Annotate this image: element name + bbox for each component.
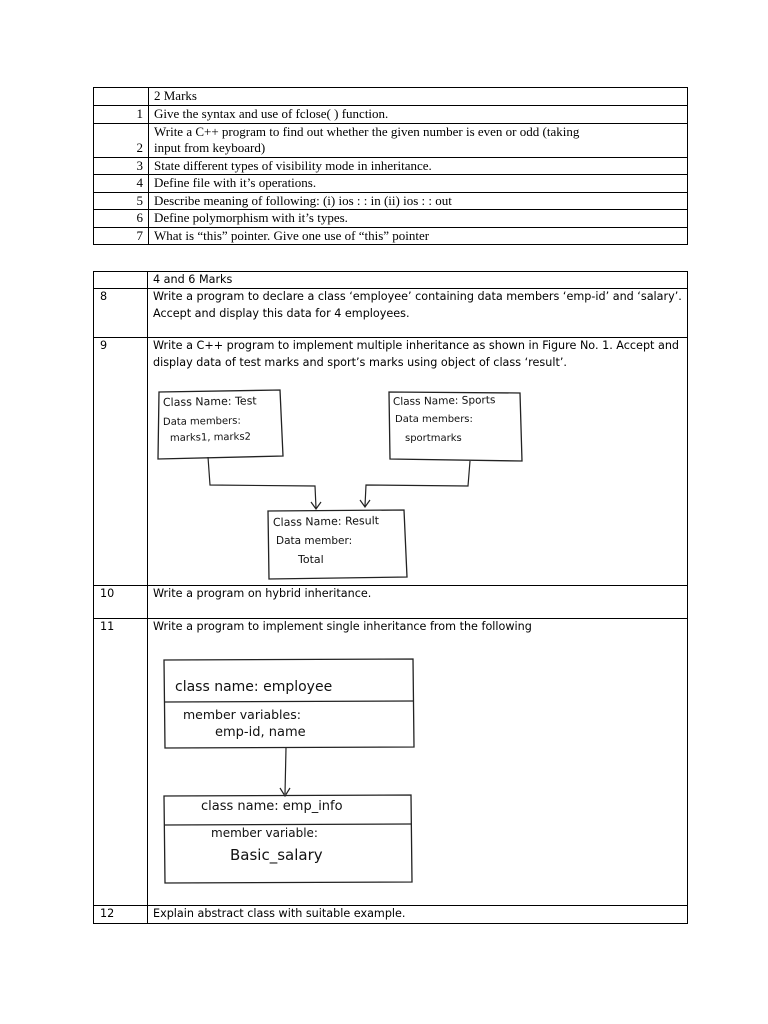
inheritance-line (208, 457, 316, 508)
class-name-label: Class Name: Sports (392, 394, 496, 408)
table-header-row (94, 272, 688, 289)
class-name-label: Class Name: Result (272, 514, 380, 529)
question-number: 10 (94, 586, 148, 619)
data-members-value: marks1, marks2 (169, 431, 252, 444)
question-text: Write a program to declare a class ‘employee’ containing data members ‘emp-id’ and ‘salary’. Accept and display this data for 4 employees. (148, 289, 688, 338)
question-number: 7 (94, 227, 149, 245)
table-row (94, 289, 688, 338)
member-variables-label: member variables: (183, 707, 301, 722)
data-members-label: Data members: (395, 414, 473, 425)
table-row (94, 157, 688, 175)
question-text: Define file with it’s operations. (149, 175, 688, 193)
table-row (94, 175, 688, 193)
multiple-inheritance-diagram (150, 385, 530, 585)
table-header-row (94, 88, 688, 106)
data-members-label: Data members: (162, 415, 241, 428)
question-number: 1 (94, 106, 149, 124)
table-row (94, 123, 688, 157)
table-row (94, 227, 688, 245)
question-number: 6 (94, 210, 149, 228)
class-name-label: class name: employee (175, 679, 333, 695)
box-divider (165, 701, 413, 702)
empty-cell (94, 272, 148, 289)
member-variables-value: emp-id, name (215, 725, 306, 740)
question-text: State different types of visibility mode in inheritance. (149, 157, 688, 175)
question-number: 12 (94, 906, 148, 923)
class-name-label: Class Name: Test (162, 394, 257, 409)
empty-cell (94, 88, 149, 106)
table-row (94, 106, 688, 124)
data-members-label: Data member: (276, 535, 353, 547)
question-text: Write a program to implement single inheritance from the following (148, 619, 688, 906)
question-number: 11 (94, 619, 148, 906)
question-number: 9 (94, 338, 148, 586)
data-members-value: sportmarks (405, 433, 462, 444)
question-text (149, 123, 688, 157)
question-text: What is “this” pointer. Give one use of “this” pointer (149, 227, 688, 245)
question-number: 4 (94, 175, 149, 193)
question-number: 8 (94, 289, 148, 338)
member-variable-value: Basic_salary (230, 846, 323, 864)
box-divider (164, 824, 411, 825)
table-header: 2 Marks (149, 88, 688, 106)
single-inheritance-diagram (155, 655, 425, 890)
class-name-label: class name: emp_info (201, 799, 343, 814)
table-row (94, 586, 688, 619)
two-marks-table (93, 87, 688, 245)
question-number: 2 (94, 123, 149, 157)
question-text: Describe meaning of following: (i) ios : : in (ii) ios : : out (149, 192, 688, 210)
table-row (94, 192, 688, 210)
question-text: Explain abstract class with suitable example. (148, 906, 688, 923)
question-text: Write a C++ program to implement multiple inheritance as shown in Figure No. 1. Accept and display data of test marks and sport’s marks using object of class ‘result’. (148, 338, 688, 586)
table-header: 4 and 6 Marks (148, 272, 688, 289)
member-variable-label: member variable: (211, 826, 318, 840)
question-text: Define polymorphism with it’s types. (149, 210, 688, 228)
question-number: 3 (94, 157, 149, 175)
question-number: 5 (94, 192, 149, 210)
question-text-line: Write a C++ program to find out whether the given number is even or odd (taking (154, 123, 580, 139)
data-members-value: Total (298, 553, 324, 566)
inheritance-line (365, 461, 470, 506)
question-text: Write a program on hybrid inheritance. (148, 586, 688, 619)
table-row (94, 906, 688, 923)
table-row (94, 210, 688, 228)
inheritance-line (285, 748, 286, 794)
question-text-line: input from keyboard) (154, 140, 266, 155)
question-text: Give the syntax and use of fclose( ) function. (149, 106, 688, 124)
